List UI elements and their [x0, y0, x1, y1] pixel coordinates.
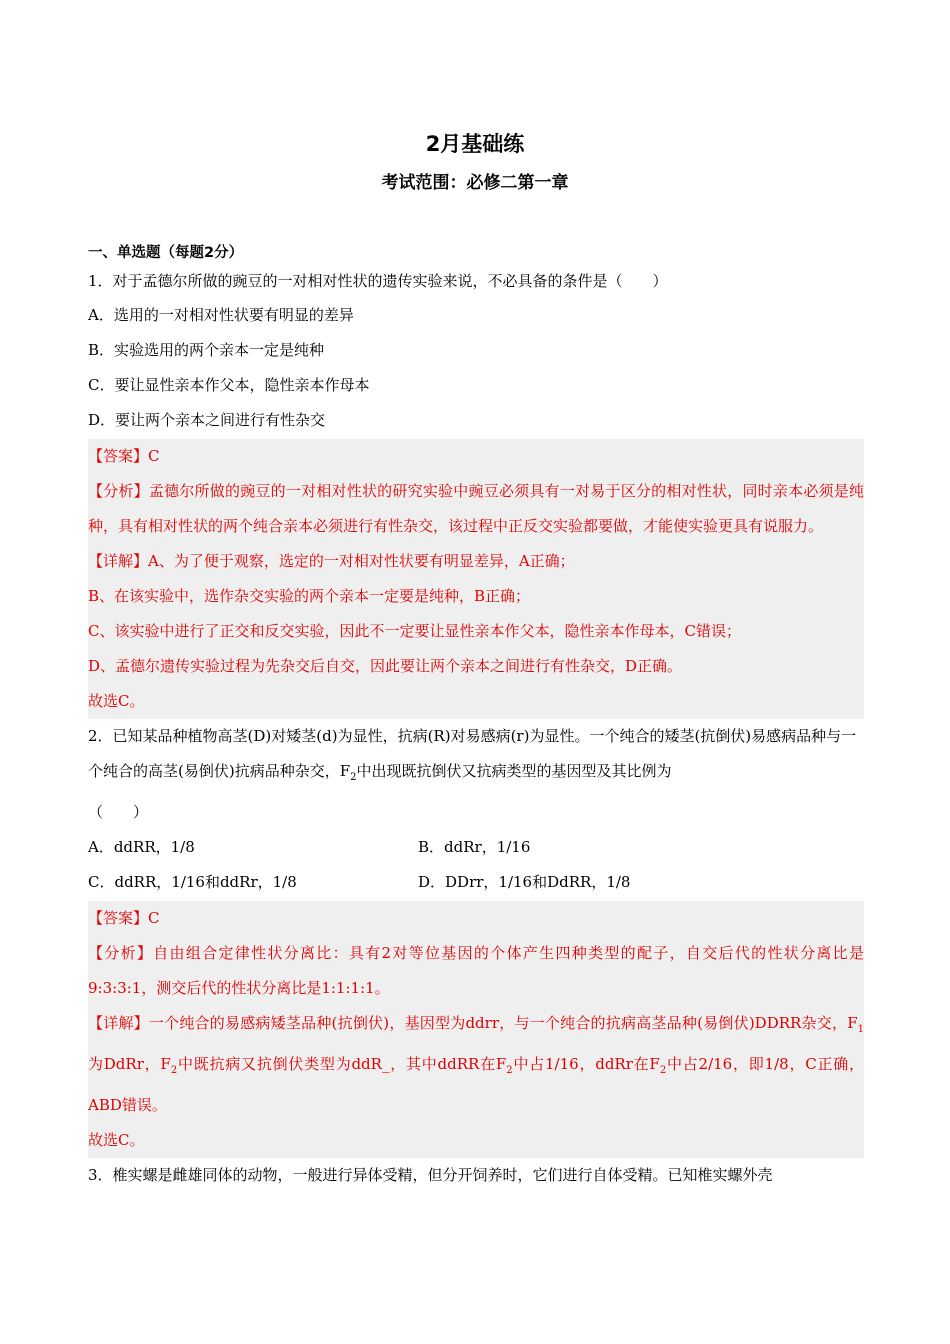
option-d: D．DDrr，1/16和DdRR，1/8 [418, 873, 631, 891]
option-c: C．ddRR，1/16和ddRr，1/8 [88, 873, 297, 891]
detail-text: 【详解】一个纯合的易感病矮茎品种(抗倒伏)，基因型为ddrr，与一个纯合的抗病高茎品种(易倒伏)DDRR杂交，$F_1$为DdRr，$F_2$中既抗病又抗倒伏类型为ddR_，其中ddRR在$F_2$中占1/16，ddRr在$F_2$中占2/16，即1/8，C正确，ABD错误。 [88, 1014, 865, 1114]
option-b: B．ddRr，1/16 [418, 838, 531, 856]
question-2 [88, 719, 864, 1158]
option-b: B．实验选用的两个亲本一定是纯种 [88, 341, 325, 359]
detail-line: 【详解】A、为了便于观察，选定的一对相对性状要有明显差异，A正确； [88, 552, 575, 570]
answer-line: 【答案】C [88, 447, 160, 465]
detail-line: B、在该实验中，选作杂交实验的两个亲本一定要是纯种，B正确； [88, 587, 531, 605]
question-1 [88, 264, 864, 719]
detail-line: C、该实验中进行了正交和反交实验，因此不一定要让显性亲本作父本，隐性亲本作母本，C错误； [88, 622, 741, 640]
question-stem: 3．椎实螺是雌雄同体的动物，一般进行异体受精，但分开饲养时，它们进行自体受精。已知椎实螺外壳 [88, 1166, 773, 1184]
question-3 [88, 1158, 864, 1193]
question-paren: （ ） [88, 803, 149, 821]
content [88, 240, 864, 1193]
question-stem: 1．对于孟德尔所做的豌豆的一对相对性状的遗传实验来说，不必具备的条件是（ ） [88, 272, 668, 290]
analysis-text: 【分析】孟德尔所做的豌豆的一对相对性状的研究实验中豌豆必须具有一对易于区分的相对性状，同时亲本必须是纯种，具有相对性状的两个纯合亲本必须进行有性杂交，该过程中正反交实验都要做，才能使实验更具有说服力。 [88, 482, 864, 535]
option-d: D．要让两个亲本之间进行有性杂交 [88, 411, 326, 429]
option-a: A．选用的一对相对性状要有明显的差异 [88, 306, 354, 324]
conclusion-line: 故选C。 [88, 692, 145, 710]
section-heading: 一、单选题（每题2分） [88, 245, 244, 261]
answer-block [88, 439, 864, 719]
option-c: C．要让显性亲本作父本，隐性亲本作母本 [88, 376, 370, 394]
answer-block [88, 901, 864, 1158]
detail-line: D、孟德尔遗传实验过程为先杂交后自交，因此要让两个亲本之间进行有性杂交，D正确。 [88, 657, 683, 675]
analysis-text: 【分析】自由组合定律性状分离比：具有2对等位基因的个体产生四种类型的配子，自交后代的性状分离比是9:3:3:1，测交后代的性状分离比是1:1:1:1。 [88, 944, 864, 997]
answer-line: 【答案】C [88, 909, 160, 927]
option-row [88, 830, 864, 865]
option-a: A．ddRR，1/8 [88, 838, 195, 856]
page-subtitle: 考试范围：必修二第一章 [381, 173, 569, 193]
page-title: 2月基础练 [425, 132, 525, 156]
option-row [88, 865, 864, 900]
conclusion-line: 故选C。 [88, 1131, 145, 1149]
question-stem: 2．已知某品种植物高茎(D)对矮茎(d)为显性，抗病(R)对易感病(r)为显性。一个纯合的矮茎(抗倒伏)易感病品种与一个纯合的高茎(易倒伏)抗病品种杂交，$F_2$中出现既抗倒伏又抗病类型的基因型及其比例为 [88, 727, 857, 783]
